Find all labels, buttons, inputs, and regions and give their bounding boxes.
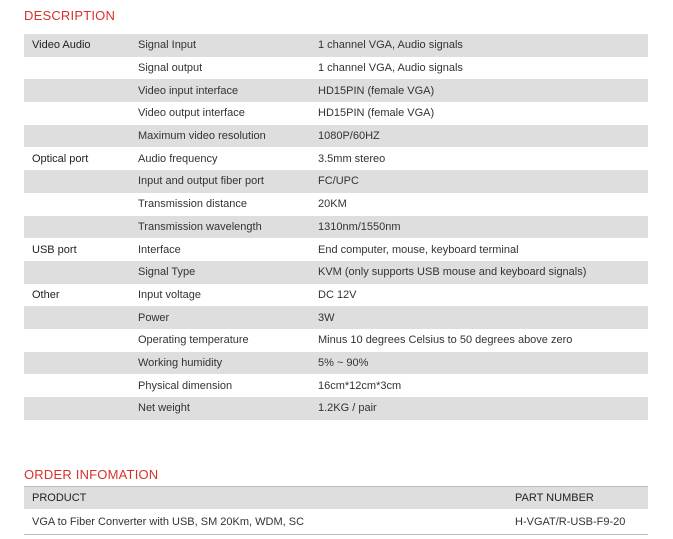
spec-row — [24, 170, 648, 193]
spec-parameter: Interface — [130, 238, 310, 261]
spec-parameter: Signal output — [130, 57, 310, 80]
spec-group-label — [24, 125, 130, 148]
spec-group-label — [24, 306, 130, 329]
spec-row — [24, 34, 648, 57]
spec-parameter: Maximum video resolution — [130, 125, 310, 148]
spec-value: FC/UPC — [310, 170, 648, 193]
spec-row — [24, 374, 648, 397]
spec-value: KVM (only supports USB mouse and keyboard signals) — [310, 261, 648, 284]
spec-value: 5% ~ 90% — [310, 352, 648, 375]
part-number: H-VGAT/R-USB-F9-20 — [507, 509, 648, 535]
spec-parameter: Audio frequency — [130, 147, 310, 170]
spec-group-label: Optical port — [24, 147, 130, 170]
spec-value: Minus 10 degrees Celsius to 50 degrees above zero — [310, 329, 648, 352]
spec-row — [24, 284, 648, 307]
spec-parameter: Video input interface — [130, 79, 310, 102]
spec-row — [24, 352, 648, 375]
spec-group-label: Video Audio — [24, 34, 130, 57]
spec-parameter: Input voltage — [130, 284, 310, 307]
spec-parameter: Transmission wavelength — [130, 216, 310, 239]
spec-group-label — [24, 170, 130, 193]
spec-table — [24, 34, 648, 420]
spec-value: 1310nm/1550nm — [310, 216, 648, 239]
spec-parameter: Physical dimension — [130, 374, 310, 397]
spec-row — [24, 216, 648, 239]
spec-group-label — [24, 102, 130, 125]
spec-parameter: Signal Input — [130, 34, 310, 57]
spec-group-label: USB port — [24, 238, 130, 261]
spec-group-label — [24, 193, 130, 216]
spec-group-label — [24, 261, 130, 284]
spec-parameter: Signal Type — [130, 261, 310, 284]
spec-value: 1 channel VGA, Audio signals — [310, 57, 648, 80]
product-name: VGA to Fiber Converter with USB, SM 20Km, WDM, SC — [24, 509, 507, 535]
spec-value: 3W — [310, 306, 648, 329]
spec-value: End computer, mouse, keyboard terminal — [310, 238, 648, 261]
spec-value: 1 channel VGA, Audio signals — [310, 34, 648, 57]
spec-row — [24, 102, 648, 125]
order-info-title: ORDER INFOMATION — [24, 467, 159, 482]
spec-group-label — [24, 397, 130, 420]
spec-row — [24, 397, 648, 420]
product-header: PRODUCT — [24, 487, 507, 510]
spec-parameter: Input and output fiber port — [130, 170, 310, 193]
spec-group-label: Other — [24, 284, 130, 307]
spec-value: HD15PIN (female VGA) — [310, 79, 648, 102]
order-table-header — [24, 487, 648, 510]
spec-parameter: Power — [130, 306, 310, 329]
spec-value: 20KM — [310, 193, 648, 216]
spec-row — [24, 261, 648, 284]
spec-value: DC 12V — [310, 284, 648, 307]
spec-parameter: Working humidity — [130, 352, 310, 375]
spec-parameter: Transmission distance — [130, 193, 310, 216]
order-row — [24, 509, 648, 535]
spec-row — [24, 125, 648, 148]
order-table — [24, 486, 648, 535]
spec-value: 3.5mm stereo — [310, 147, 648, 170]
spec-value: HD15PIN (female VGA) — [310, 102, 648, 125]
spec-row — [24, 306, 648, 329]
spec-row — [24, 193, 648, 216]
spec-parameter: Video output interface — [130, 102, 310, 125]
spec-row — [24, 147, 648, 170]
spec-group-label — [24, 216, 130, 239]
spec-row — [24, 57, 648, 80]
spec-parameter: Net weight — [130, 397, 310, 420]
spec-group-label — [24, 79, 130, 102]
description-title: DESCRIPTION — [24, 8, 116, 23]
spec-value: 1080P/60HZ — [310, 125, 648, 148]
spec-value: 1.2KG / pair — [310, 397, 648, 420]
spec-group-label — [24, 329, 130, 352]
spec-group-label — [24, 57, 130, 80]
spec-group-label — [24, 374, 130, 397]
spec-row — [24, 329, 648, 352]
spec-group-label — [24, 352, 130, 375]
spec-parameter: Operating temperature — [130, 329, 310, 352]
part-number-header: PART NUMBER — [507, 487, 648, 510]
spec-row — [24, 238, 648, 261]
spec-value: 16cm*12cm*3cm — [310, 374, 648, 397]
spec-row — [24, 79, 648, 102]
